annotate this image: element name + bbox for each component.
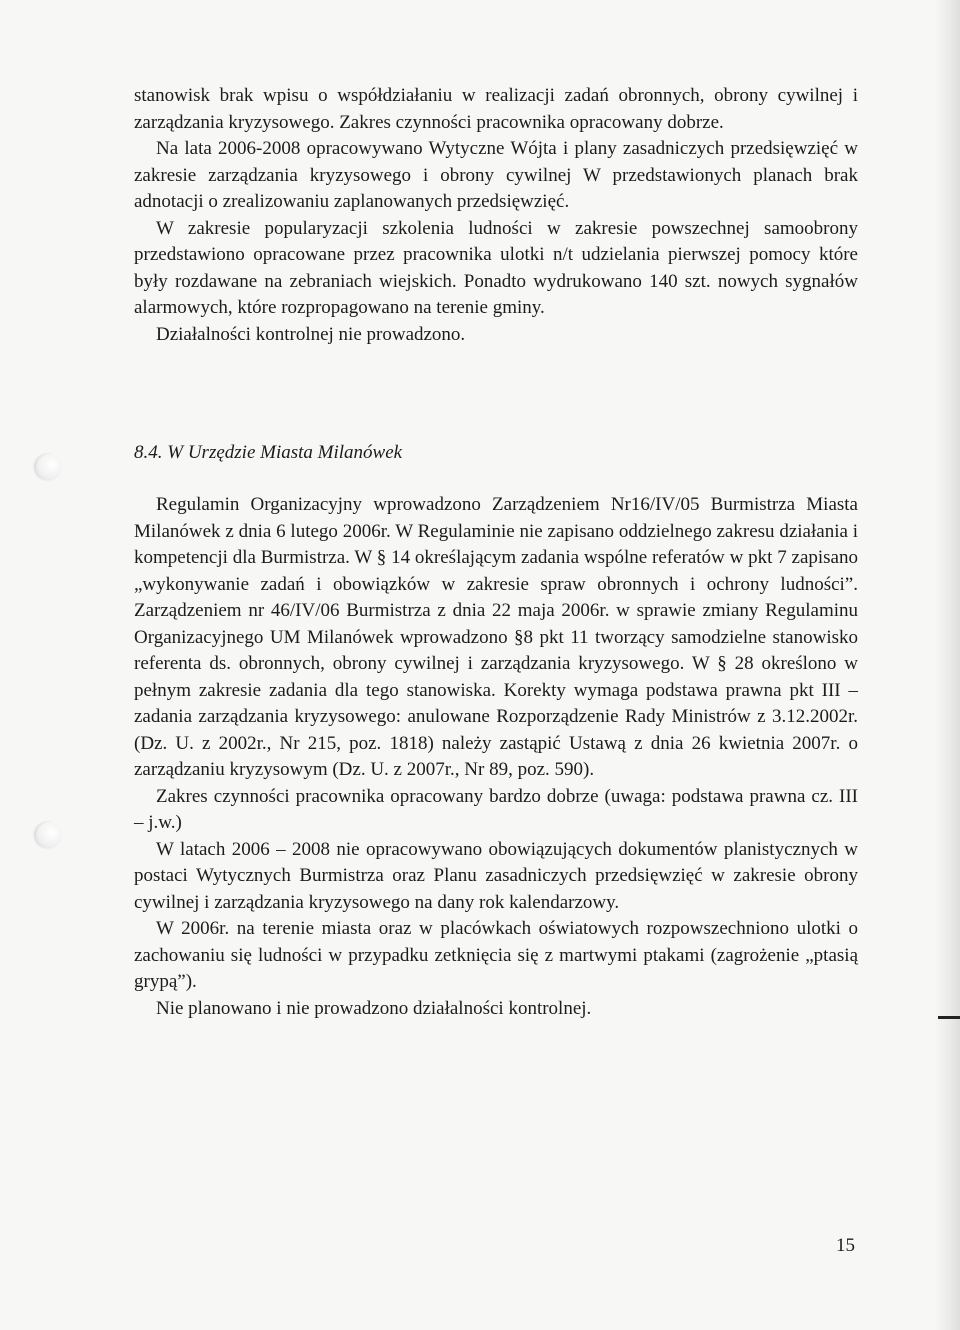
paragraph: W 2006r. na terenie miasta oraz w placówkach oświatowych rozpowszechniono ulotki o zachowaniu się ludności w przypadku zetknięcia się z martwymi ptakami (zagrożenie „ptasią grypą”). (134, 918, 858, 992)
paragraph: Działalności kontrolnej nie prowadzono. (156, 323, 466, 345)
paragraph: W latach 2006 – 2008 nie opracowywano obowiązujących dokumentów planistycznych w postaci Wytycznych Burmistrza oraz Planu zasadniczych przedsięwzięć w zakresie obrony cywilnej i zarządzania kryzysowego na dany rok kalendarzowy. (134, 838, 858, 913)
page-number: 15 (836, 1235, 855, 1256)
text-block-2 (134, 492, 858, 1022)
paragraph: Na lata 2006-2008 opracowywano Wytyczne Wójta i plany zasadniczych przedsięwzięć w zakresie zarządzania kryzysowego i obrony cywilnej W przedstawionych planach brak adnotacji o zrealizowaniu zaplanowanych przedsięwzięć. (134, 138, 858, 212)
scan-edge-mark (938, 1016, 960, 1019)
paragraph: Nie planowano i nie prowadzono działalności kontrolnej. (156, 997, 592, 1019)
scan-edge-shadow (934, 0, 960, 1330)
paragraph: Regulamin Organizacyjny wprowadzono Zarządzeniem Nr16/IV/05 Burmistrza Miasta Milanówek z dnia 6 lutego 2006r. W Regulaminie nie zapisano oddzielnego zakresu działania i kompetencji dla Burmistrza. W § 14 określającym zadania wspólne referatów w pkt 7 zapisano „wykonywanie zadań i obowiązków w zakresie spraw obronnych i ochrony ludności”. Zarządzeniem nr 46/IV/06 Burmistrza z dnia 22 maja 2006r. w sprawie zmiany Regulaminu Organizacyjnego UM Milanówek wprowadzono §8 pkt 11 tworzący samodzielne stanowisko referenta ds. obronnych, obrony cywilnej i zarządzania kryzysowego. W § 28 określono w pełnym zakresie zadania dla tego stanowiska. Korekty wymaga podstawa prawna pkt III – zadania zarządzania kryzysowego: anulowane Rozporządzenie Rady Ministrów z 3.12.2002r. (Dz. U. z 2002r., Nr 215, poz. 1818) należy zastąpić Ustawą z dnia 26 kwietnia 2007r. o zarządzaniu kryzysowym (Dz. U. z 2007r., Nr 89, poz. 590). (134, 494, 858, 780)
punch-hole (36, 822, 62, 848)
paragraph: W zakresie popularyzacji szkolenia ludności w zakresie powszechnej samoobrony przedstawiono opracowane przez pracownika ulotki n/t udzielania pierwszej pomocy które były rozdawane na zebraniach wiejskich. Ponadto wydrukowano 140 szt. nowych sygnałów alarmowych, które rozpropagowano na terenie gminy. (134, 217, 858, 318)
punch-hole (36, 454, 62, 480)
paragraph: Zakres czynności pracownika opracowany bardzo dobrze (uwaga: podstawa prawna cz. III – j.w.) (134, 785, 858, 833)
text-block-1 (134, 83, 858, 348)
paragraph: stanowisk brak wpisu o współdziałaniu w realizacji zadań obronnych, obrony cywilnej i zarządzania kryzysowego. Zakres czynności pracownika opracowany dobrze. (134, 85, 858, 133)
section-heading: 8.4. W Urzędzie Miasta Milanówek (134, 442, 403, 463)
